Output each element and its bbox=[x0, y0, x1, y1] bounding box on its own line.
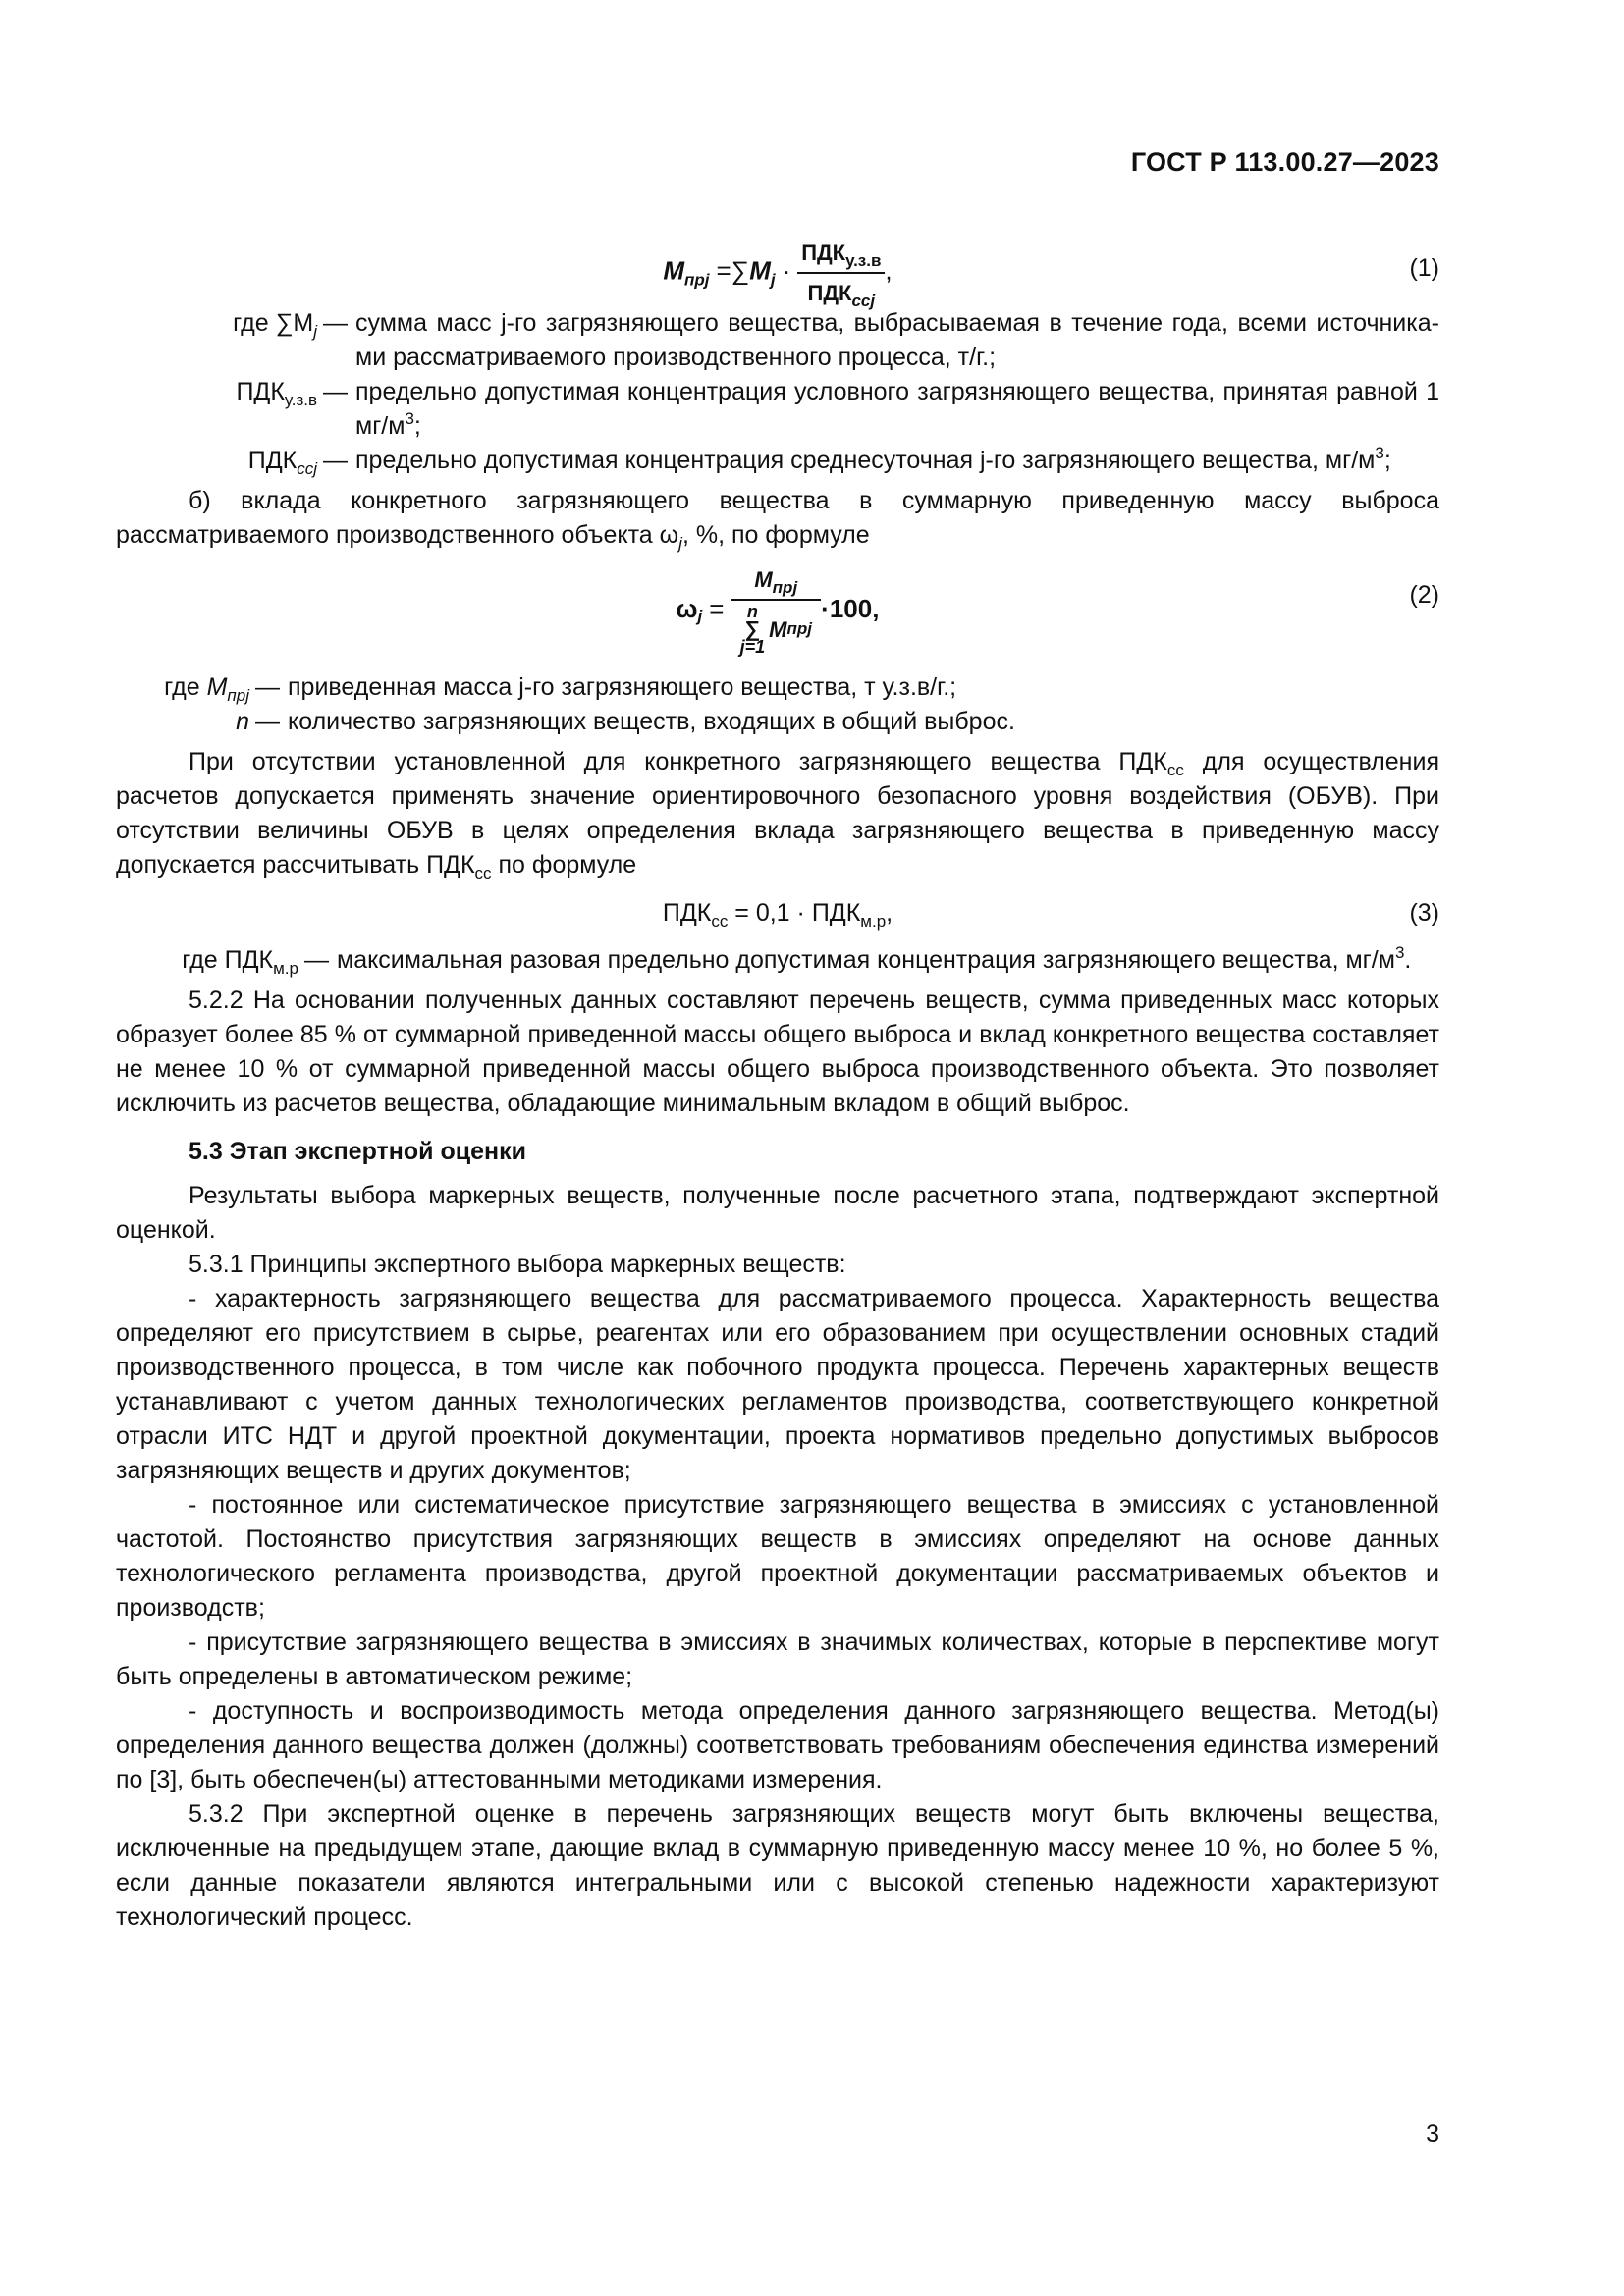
list-item: - характерность загрязняющего вещества для рассматриваемого процесса. Характерность вещества определяют его присутствием в сырье, реагентах или его образованием при осуществлении основных стадий производственного процесса, в том числе как побочного продукта процесса. Перечень характерных веществ устанавливают с учетом данных технологических регламентов производства, соответствующего конкретной отрасли ИТС НДТ и другой проектной документации, проекта нормативов предельно допустимых выбросов загрязняющих веществ и других документов; bbox=[116, 1285, 1439, 1484]
formula-3-expression: $ПДК_{cc} = 0,1 \cdot ПДК_{м.р}$, bbox=[662, 899, 893, 931]
list-item: - присутствие загрязняющего вещества в эмиссиях в значимых количествах, которые в перспективе могут быть определены в автоматическом режиме; bbox=[116, 1629, 1439, 1690]
formula-3-number: (3) bbox=[1409, 899, 1439, 927]
where-1-term: ПДК bbox=[247, 447, 298, 474]
where-1-term: ПДК bbox=[236, 378, 285, 405]
formula-1-number: (1) bbox=[1409, 254, 1439, 282]
list-item: - доступность и воспроизводимость метода определения данного загрязняющего вещества. Метод(ы) определения данного вещества должен (должны) соответствовать требованиям обеспечения единства измерений по [3], быть обеспечен(ы) аттестованными методиками измерения. bbox=[116, 1697, 1439, 1793]
section-5-3-title: 5.3 Этап экспертной оценки bbox=[189, 1138, 526, 1165]
where-1-item: $ПДК_{у.з.в}$ — предельно допустимая концентрация условного загрязняющего вещества, принятая равной 1 $мг/м^3$; bbox=[236, 378, 1439, 440]
where-1-definition: сумма масс j-го загрязняющего вещества, выбрасываемая в течение года, всеми источника-ми рассматриваемого производственного процесса, т/г.; bbox=[355, 309, 1439, 371]
where-list-3 bbox=[116, 943, 1439, 978]
where-1-term: ∑M bbox=[275, 309, 314, 337]
formula-3 bbox=[116, 882, 1439, 939]
formula-1-den: ПДК bbox=[807, 281, 852, 305]
formula-2-number: (2) bbox=[1409, 581, 1439, 609]
document-body bbox=[116, 236, 1439, 1935]
where-1-definition: предельно допустимая концентрация условного загрязняющего вещества, принятая равной 1 мг/м bbox=[355, 378, 1439, 440]
paragraph-absence: При отсутствии установленной для конкретного загрязняющего вещества $ПДК_{cc}$ для осуществления расчетов допускается применять значение ориентировочного безопасного уровня воздействия (ОБУВ). При отсутствии величины ОБУВ в целях определения вклада загрязняющего вещества в приведенную массу допускается рассчитывать $ПДК_{cc}$ по формуле bbox=[116, 748, 1439, 882]
formula-1-den-sub: ccj bbox=[851, 292, 876, 310]
formula-1-num-sub: у.з.в bbox=[845, 251, 882, 270]
page-number: 3 bbox=[1426, 2120, 1439, 2148]
formula-1-eq: = bbox=[716, 255, 731, 286]
where-2-term: M bbox=[206, 673, 228, 701]
formula-2-lhs: ω bbox=[676, 594, 698, 623]
where-2-term: n bbox=[236, 708, 249, 735]
formula-1-m: M bbox=[749, 255, 771, 286]
formula-1-lhs: M bbox=[663, 255, 685, 286]
paragraph-5-3-1: 5.3.1 Принципы экспертного выбора маркерных веществ: bbox=[189, 1251, 846, 1278]
where-1-definition: предельно допустимая концентрация среднесуточная j-го загрязняющего вещества, мг/м bbox=[355, 447, 1376, 474]
formula-2 bbox=[116, 553, 1439, 670]
document-code-header: ГОСТ Р 113.00.27—2023 bbox=[1130, 147, 1439, 177]
paragraph-b: б) вклада конкретного загрязняющего вещества в суммарную приведенную массу выброса рассматриваемого производственного объекта $\omega_j$, %, по формуле bbox=[116, 487, 1439, 553]
formula-1-expression bbox=[116, 236, 1439, 310]
formula-1-fraction bbox=[797, 236, 885, 310]
formula-1-dot: · bbox=[782, 255, 791, 286]
formula-2-fraction: $M_{прj}$ n ∑ j=1 M прj bbox=[731, 562, 821, 656]
formula-2-summation: n ∑ j=1 bbox=[739, 602, 766, 657]
principles-list bbox=[116, 1282, 1439, 1797]
where-2-item: где $M_{прj}$ — приведенная масса j-го загрязняющего вещества, т у.з.в/г.; bbox=[116, 670, 1439, 705]
paragraph-5-3-intro: Результаты выбора маркерных веществ, полученные после расчетного этапа, подтверждают экспертной оценкой. bbox=[116, 1182, 1439, 1244]
where-3-item: где $ПДК_{м.р}$ — максимальная разовая предельно допустимая концентрация загрязняющего вещества, $мг/м^3$. bbox=[182, 943, 1412, 978]
formula-1 bbox=[116, 236, 1439, 310]
formula-1-num: ПДК bbox=[801, 240, 846, 265]
paragraph-5-3-2: 5.3.2 При экспертной оценке в перечень загрязняющих веществ могут быть включены вещества, исключенные на предыдущем этапе, дающие вклад в суммарную приведенную массу менее 10 %, но более 5 %, если данные показатели являются интегральными или с высокой степенью надежности характеризуют технологический процесс. bbox=[116, 1800, 1439, 1931]
where-list-2 bbox=[116, 670, 1439, 739]
where-1-item: $ПДК_{ccj}$ — предельно допустимая концентрация среднесуточная j-го загрязняющего вещества, $мг/м^3$; bbox=[247, 444, 1391, 478]
where-3-definition: максимальная разовая предельно допустимая концентрация загрязняющего вещества, мг/м bbox=[337, 946, 1395, 974]
formula-1-sum: ∑ bbox=[731, 255, 750, 286]
formula-2-expression: $\omega_j$ = $M_{прj}$ n ∑ j=1 M прj ·100, bbox=[116, 562, 1439, 656]
where-list-1 bbox=[116, 306, 1439, 478]
where-1-item: где $\sum M_j$ — сумма масс j-го загрязняющего вещества, выбрасываемая в течение года, всеми источника-ми рассматриваемого производственного процесса, т/г.; bbox=[116, 306, 1439, 375]
where-2-item: n — количество загрязняющих веществ, входящих в общий выброс. bbox=[116, 705, 1439, 739]
list-item: - постоянное или систематическое присутствие загрязняющего вещества в эмиссиях с установленной частотой. Постоянство присутствия загрязняющих веществ в эмиссиях определяют на основе данных технологического регламента производства, другой проектной документации рассматриваемых объектов и производств; bbox=[116, 1491, 1439, 1622]
where-2-definition: количество загрязняющих веществ, входящих в общий выброс. bbox=[288, 708, 1015, 735]
formula-1-lhs-sub: прj bbox=[684, 270, 710, 290]
paragraph-5-2-2: 5.2.2 На основании полученных данных составляют перечень веществ, сумма приведенных масс которых образует более 85 % от суммарной приведенной массы общего выброса и вклад конкретного вещества составляет не менее 10 % от суммарной приведенной массы общего выброса производственного объекта. Это позволяет исключить из расчетов вещества, обладающие минимальным вкладом в общий выброс. bbox=[116, 987, 1439, 1117]
where-2-definition: приведенная масса j-го загрязняющего вещества, т у.з.в/г.; bbox=[288, 673, 957, 701]
formula-1-comma: , bbox=[885, 255, 893, 286]
formula-1-m-sub: j bbox=[770, 270, 776, 290]
where-3-term: ПДК bbox=[224, 946, 274, 974]
